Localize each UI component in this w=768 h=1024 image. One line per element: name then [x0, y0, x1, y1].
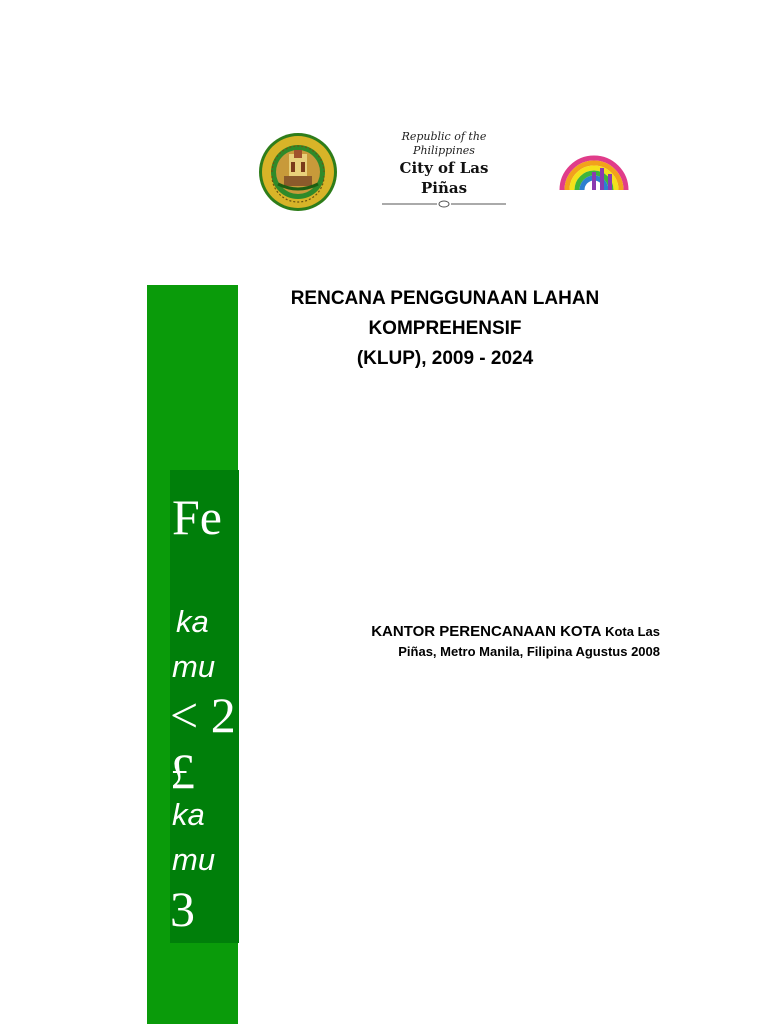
sidebar-text-pound: £	[170, 743, 195, 799]
office-line-1	[300, 622, 660, 642]
city-name: City of Las Piñas	[399, 159, 489, 197]
document-title	[250, 284, 640, 374]
city-seal-icon	[258, 132, 338, 212]
office-city: Kota Las	[601, 624, 660, 639]
title-line-2: KOMPREHENSIF	[368, 318, 522, 339]
header-logos	[258, 128, 638, 212]
office-info	[300, 622, 660, 662]
sidebar-text-ka-2: ka	[172, 797, 205, 832]
sidebar-text-fe: Fe	[172, 489, 222, 545]
sidebar-text-3: 3	[170, 881, 195, 937]
title-line-3: (KLUP), 2009 - 2024	[356, 348, 534, 369]
sidebar-text-mu-2: mu	[172, 842, 216, 877]
office-name: KANTOR PERENCANAAN KOTA	[371, 623, 602, 640]
title-line-1: RENCANA PENGGUNAAN LAHAN	[290, 288, 600, 309]
ornament-divider-icon	[382, 200, 506, 208]
republic-line: Republic of the Philippines	[401, 130, 487, 157]
sidebar-text-lt-2: < 2	[170, 687, 236, 743]
republic-header	[376, 130, 512, 208]
sidebar-text-ka-1: ka	[176, 604, 209, 639]
sidebar-text-mu-1: mu	[172, 649, 216, 684]
office-line-2: Piñas, Metro Manila, Filipina Agustus 2008	[398, 644, 660, 659]
rainbow-city-logo-icon	[556, 142, 634, 194]
